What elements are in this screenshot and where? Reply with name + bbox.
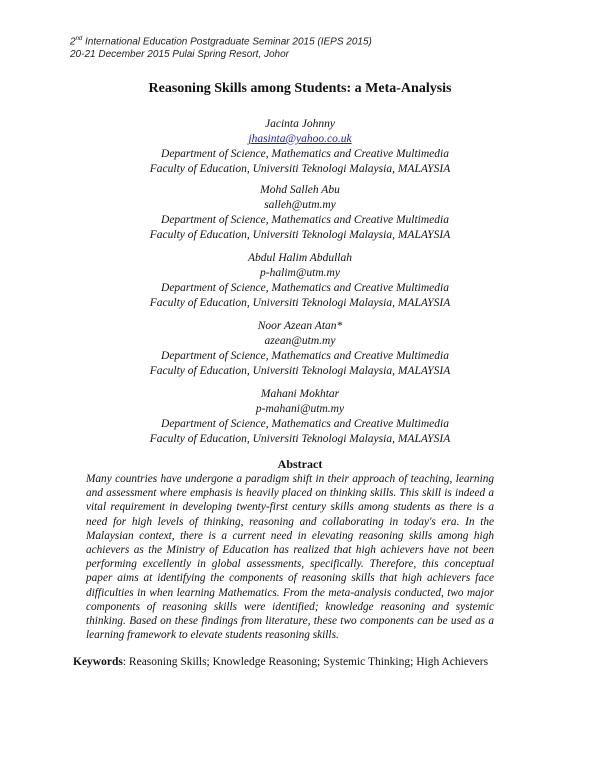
author-name: Jacinta Johnny bbox=[265, 118, 335, 130]
author-name: Mahani Mokhtar bbox=[260, 388, 340, 400]
author-faculty: Faculty of Education, Universiti Teknologi Malaysia, MALAYSIA bbox=[149, 433, 451, 445]
author-department: Department of Science, Mathematics and Creative Multimedia bbox=[161, 148, 449, 160]
author-name: Noor Azean Atan* bbox=[257, 320, 343, 332]
author-faculty: Faculty of Education, Universiti Teknologi Malaysia, MALAYSIA bbox=[149, 297, 451, 309]
conference-line-1: 2nd International Education Postgraduate Seminar 2015 (IEPS 2015) bbox=[70, 36, 372, 48]
author-faculty: Faculty of Education, Universiti Teknologi Malaysia, MALAYSIA bbox=[149, 365, 451, 377]
author-block-4 bbox=[0, 319, 600, 379]
author-faculty: Faculty of Education, Universiti Teknologi Malaysia, MALAYSIA bbox=[149, 163, 451, 175]
keywords bbox=[73, 656, 488, 668]
conference-header bbox=[70, 33, 372, 61]
author-email: p-halim@utm.my bbox=[260, 267, 340, 279]
author-email-link[interactable]: jhasinta@yahoo.co.uk bbox=[248, 133, 352, 145]
author-email: salleh@utm.my bbox=[264, 199, 336, 211]
author-email: azean@utm.my bbox=[264, 335, 336, 347]
author-faculty: Faculty of Education, Universiti Teknologi Malaysia, MALAYSIA bbox=[149, 229, 451, 241]
author-block-1 bbox=[0, 117, 600, 177]
author-name: Mohd Salleh Abu bbox=[260, 184, 340, 196]
author-block-5 bbox=[0, 387, 600, 447]
keywords-text: : Reasoning Skills; Knowledge Reasoning; Systemic Thinking; High Achievers bbox=[122, 656, 489, 668]
keywords-label: Keywords bbox=[73, 656, 123, 668]
author-department: Department of Science, Mathematics and Creative Multimedia bbox=[161, 350, 449, 362]
author-department: Department of Science, Mathematics and Creative Multimedia bbox=[161, 282, 449, 294]
author-email: p-mahani@utm.my bbox=[255, 403, 345, 415]
author-block-3 bbox=[0, 251, 600, 311]
abstract-text: Many countries have undergone a paradigm shift in their approach of teaching, learning and assessment where emphasis is heavily placed on thinking skills. This skill is indeed a vital requirement in developing twenty-first century skills among students as there is a need for high levels of thinking, reasoning and collaborating in today's era. In the Malaysian context, there is a current need in elevating reasoning skills among high achievers as the Ministry of Education has realized that high achievers have not been performing excellently in global assessments, specifically. Therefore, this conceptual paper aims at identifying the components of reasoning skills that high achievers face difficulties in when learning Mathematics. From the meta-analysis conducted, two major components of reasoning skills were identified; knowledge reasoning and systemic thinking. Based on these findings from literature, these two components can be used as a learning framework to elevate students reasoning skills. bbox=[86, 473, 494, 642]
abstract-heading: Abstract bbox=[277, 457, 323, 471]
author-department: Department of Science, Mathematics and Creative Multimedia bbox=[161, 214, 449, 226]
author-department: Department of Science, Mathematics and Creative Multimedia bbox=[161, 418, 449, 430]
author-name: Abdul Halim Abdullah bbox=[248, 252, 352, 264]
author-block-2 bbox=[0, 183, 600, 243]
conference-line-2: 20-21 December 2015 Pulai Spring Resort, Johor bbox=[70, 49, 290, 61]
paper-title: Reasoning Skills among Students: a Meta-Analysis bbox=[148, 81, 452, 96]
